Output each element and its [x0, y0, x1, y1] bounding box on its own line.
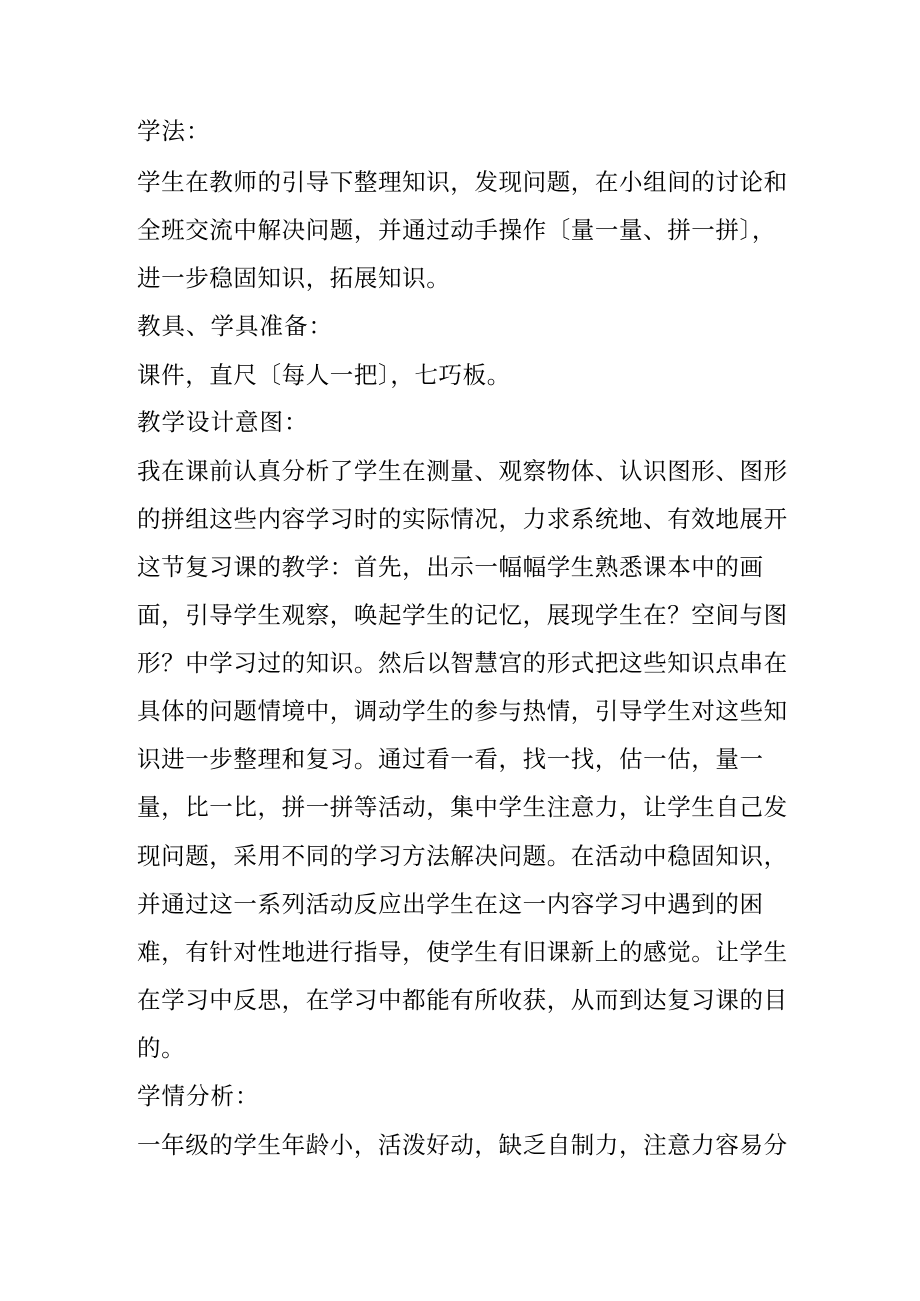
heading-study-method: 学法：: [137, 117, 211, 145]
paragraph-line: 并通过这一系列活动反应出学生在这一内容学习中遇到的困: [137, 890, 764, 918]
paragraph-line: 识进一步整理和复习。通过看一看，找一找，估一估，量一: [137, 745, 764, 773]
paragraph-line: 全班交流中解决问题，并通过动手操作〔量一量、拼一拼〕，: [137, 216, 776, 244]
paragraph-line: 一年级的学生年龄小，活泼好动，缺乏自制力，注意力容易分: [137, 1131, 788, 1159]
paragraph-line: 现问题，采用不同的学习方法解决问题。在活动中稳固知识，: [137, 842, 788, 870]
paragraph-line: 课件，直尺〔每人一把〕，七巧板。: [137, 361, 511, 389]
heading-learner-analysis: 学情分析：: [137, 1082, 260, 1110]
heading-design-intent: 教学设计意图：: [137, 408, 309, 436]
paragraph-line: 在学习中反思，在学习中都能有所收获，从而到达复习课的目: [137, 986, 788, 1014]
paragraph-line: 的。: [137, 1034, 186, 1062]
paragraph-line: 难，有针对性地进行指导，使学生有旧课新上的感觉。让学生: [137, 938, 788, 966]
paragraph-line: 面，引导学生观察，唤起学生的记忆，展现学生在？空间与图: [137, 601, 788, 629]
paragraph-line: 具体的问题情境中，调动学生的参与热情，引导学生对这些知: [137, 697, 788, 725]
paragraph-line: 进一步稳固知识，拓展知识。: [137, 264, 451, 292]
paragraph-line: 我在课前认真分析了学生在测量、观察物体、认识图形、图形: [137, 457, 788, 485]
paragraph-line: 学生在教师的引导下整理知识，发现问题，在小组间的讨论和: [137, 168, 788, 196]
paragraph-line: 这节复习课的教学：首先，出示一幅幅学生熟悉课本中的画: [137, 553, 764, 581]
paragraph-line: 的拼组这些内容学习时的实际情况，力求系统地、有效地展开: [137, 505, 788, 533]
paragraph-line: 量，比一比，拼一拼等活动，集中学生注意力，让学生自己发: [137, 793, 788, 821]
paragraph-line: 形？中学习过的知识。然后以智慧宫的形式把这些知识点串在: [137, 649, 788, 677]
heading-materials: 教具、学具准备：: [137, 312, 333, 340]
